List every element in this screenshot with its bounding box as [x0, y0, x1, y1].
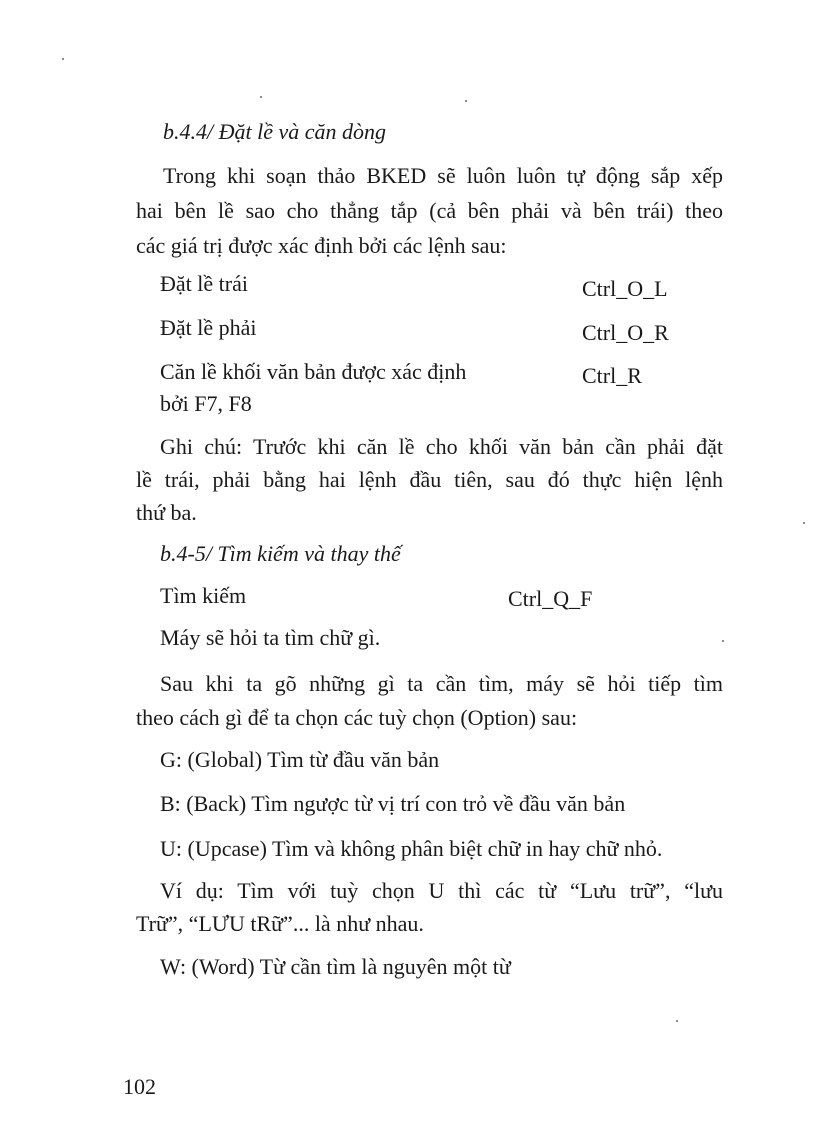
paragraph-line: theo cách gì để ta chọn các tuỳ chọn (Option) sau:	[136, 705, 578, 730]
command-label: Tìm kiếm	[160, 583, 247, 608]
note-line: thứ ba.	[136, 500, 197, 525]
command-label: Đặt lề trái	[160, 271, 248, 296]
command-label: Căn lề khối văn bản được xác định	[160, 359, 467, 384]
paragraph-line: Sau khi ta gõ những gì ta cần tìm, máy sẽ hỏi tiếp tìm	[160, 671, 723, 696]
option-line: W: (Word) Từ cần tìm là nguyên một từ	[160, 954, 511, 979]
scan-speck	[722, 640, 724, 642]
example-line: Ví dụ: Tìm với tuỳ chọn U thì các từ “Lưu trữ”, “lưu	[160, 878, 723, 903]
scan-speck	[803, 522, 805, 524]
paragraph-line: hai bên lề sao cho thẳng tắp (cả bên phải và bên trái) theo	[136, 198, 723, 223]
scan-speck	[676, 1020, 678, 1022]
page-number: 102	[123, 1074, 156, 1099]
option-line: G: (Global) Tìm từ đầu văn bản	[160, 747, 440, 772]
command-label-continued: bởi F7, F8	[160, 391, 252, 416]
example-line: Trữ”, “LƯU tRữ”... là như nhau.	[136, 911, 424, 936]
command-key: Ctrl_O_L	[582, 276, 668, 301]
command-key: Ctrl_R	[582, 363, 642, 388]
section-heading-b44: b.4.4/ Đặt lề và căn dòng	[163, 119, 387, 144]
option-line: B: (Back) Tìm ngược từ vị trí con trỏ về đầu văn bản	[160, 791, 626, 816]
scan-speck	[62, 58, 64, 60]
command-label: Đặt lề phải	[160, 315, 257, 340]
paragraph-line: các giá trị được xác định bởi các lệnh sau:	[136, 233, 507, 258]
command-key: Ctrl_Q_F	[508, 586, 593, 611]
note-line: lề trái, phải bằng hai lệnh đầu tiên, sau đó thực hiện lệnh	[136, 467, 723, 492]
scan-speck	[465, 100, 467, 102]
paragraph-line: Máy sẽ hỏi ta tìm chữ gì.	[160, 625, 381, 650]
paragraph-line: Trong khi soạn thảo BKED sẽ luôn luôn tự động sắp xếp	[163, 163, 723, 188]
note-line: Ghi chú: Trước khi căn lề cho khối văn bản cần phải đặt	[160, 434, 723, 459]
section-heading-b45: b.4-5/ Tìm kiếm và thay thế	[160, 541, 401, 566]
scan-speck	[260, 96, 262, 98]
option-line: U: (Upcase) Tìm và không phân biệt chữ in hay chữ nhỏ.	[160, 836, 663, 861]
command-key: Ctrl_O_R	[582, 320, 669, 345]
